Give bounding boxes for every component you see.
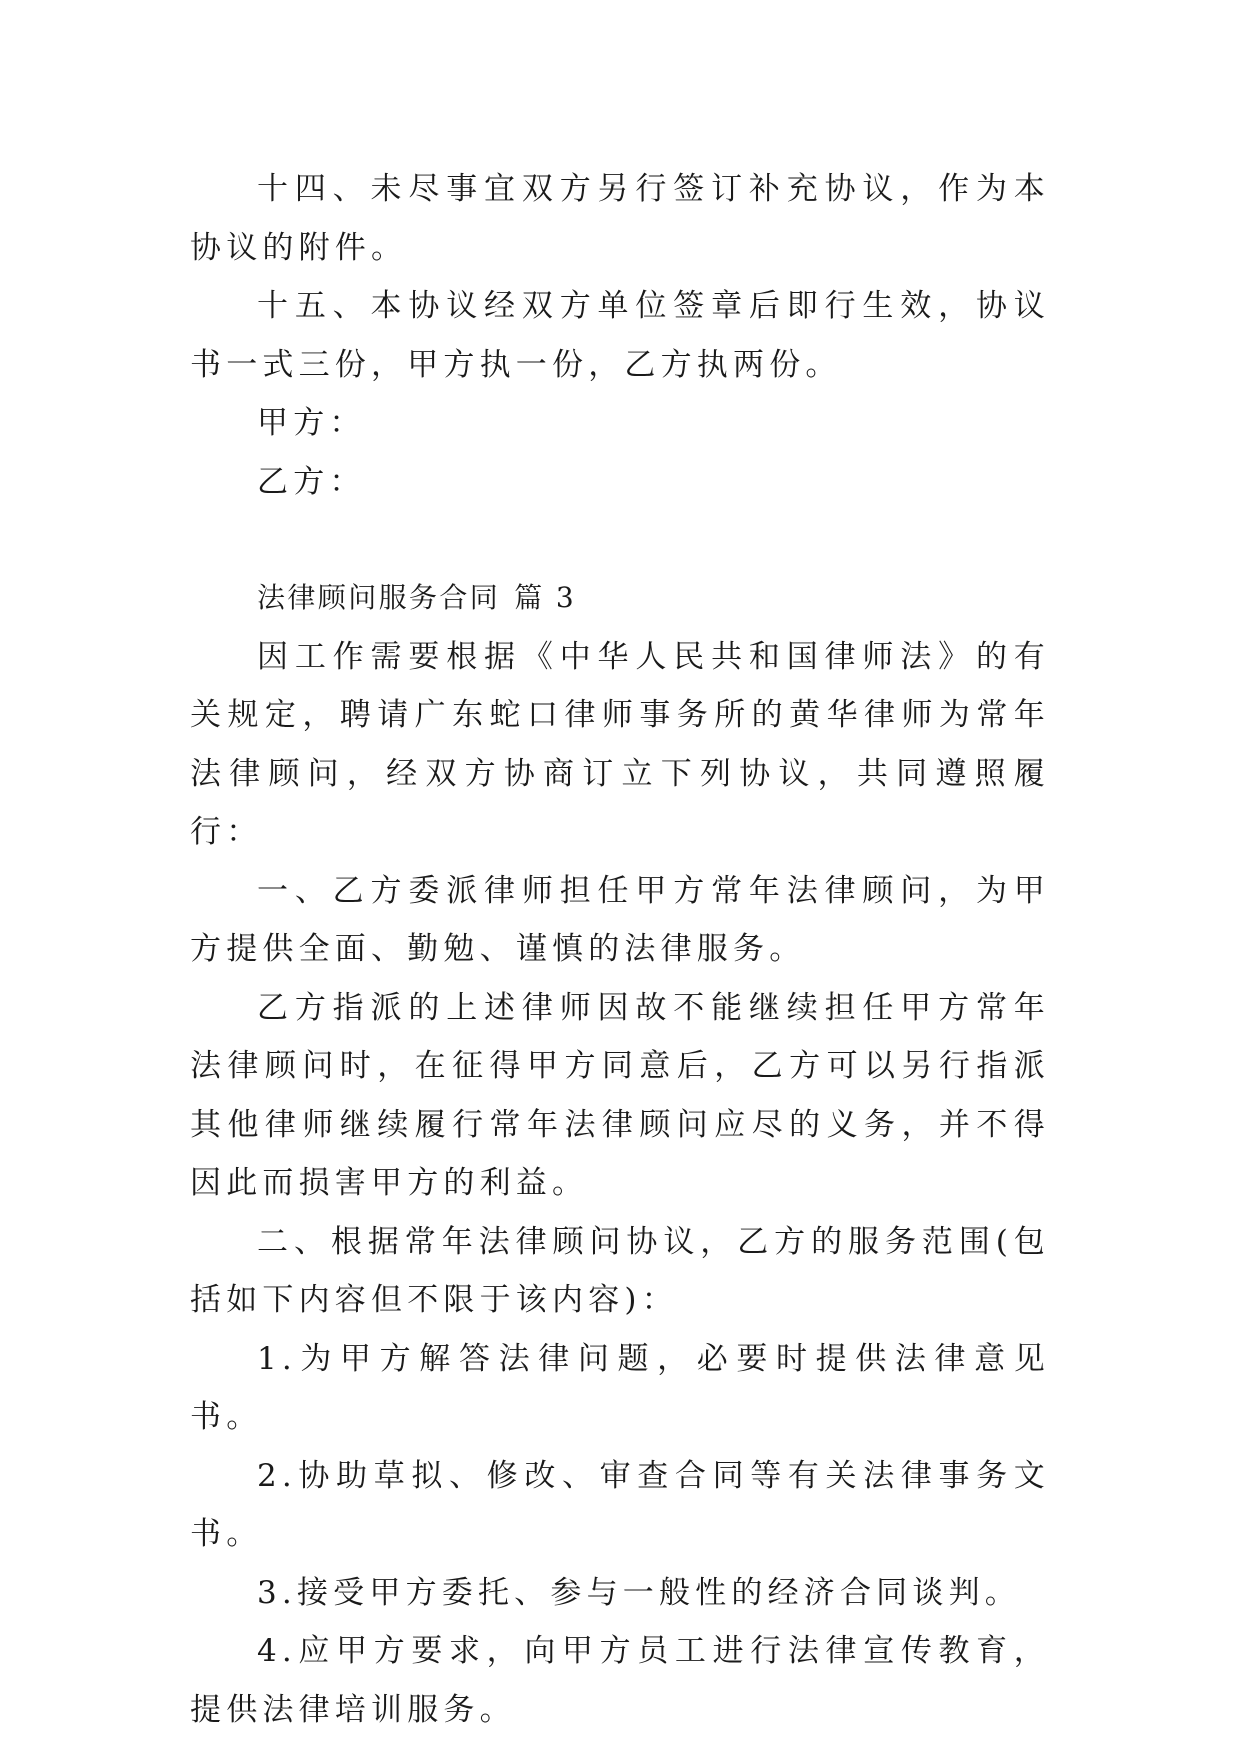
clause-1-paragraph: 一、乙方委派律师担任甲方常年法律顾问，为甲方提供全面、勤勉、谨慎的法律服务。	[190, 872, 1050, 967]
document-body	[190, 160, 1050, 1739]
party-a-signature-label: 甲方：	[257, 405, 366, 441]
section-title: 法律顾问服务合同	[257, 581, 501, 614]
section-heading	[190, 569, 1050, 628]
section-number: 篇 3	[514, 581, 577, 614]
service-item-3: 3.接受甲方委托、参与一般性的经济合同谈判。	[257, 1574, 1021, 1611]
service-item-2: 2.协助草拟、修改、审查合同等有关法律事务文书。	[190, 1457, 1050, 1552]
party-b-signature-label: 乙方：	[257, 463, 366, 500]
clause-1-supplement-paragraph: 乙方指派的上述律师因故不能继续担任甲方常年法律顾问时，在征得甲方同意后，乙方可以另行指派其他律师继续履行常年法律顾问应尽的义务，并不得因此而损害甲方的利益。	[190, 989, 1050, 1201]
service-item-1: 1.为甲方解答法律问题，必要时提供法律意见书。	[190, 1340, 1050, 1435]
clause-15-paragraph: 十五、本协议经双方单位签章后即行生效，协议书一式三份，甲方执一份，乙方执两份。	[190, 288, 1050, 383]
service-item-4: 4.应甲方要求，向甲方员工进行法律宣传教育，提供法律培训服务。	[190, 1633, 1050, 1728]
clause-14-paragraph: 十四、未尽事宜双方另行签订补充协议，作为本协议的附件。	[190, 171, 1050, 266]
section-spacer	[190, 511, 1050, 569]
preamble-paragraph: 因工作需要根据《中华人民共和国律师法》的有关规定，聘请广东蛇口律师事务所的黄华律师为常年法律顾问，经双方协商订立下列协议，共同遵照履行：	[190, 638, 1050, 850]
clause-2-paragraph: 二、根据常年法律顾问协议，乙方的服务范围(包括如下内容但不限于该内容)：	[190, 1223, 1050, 1318]
